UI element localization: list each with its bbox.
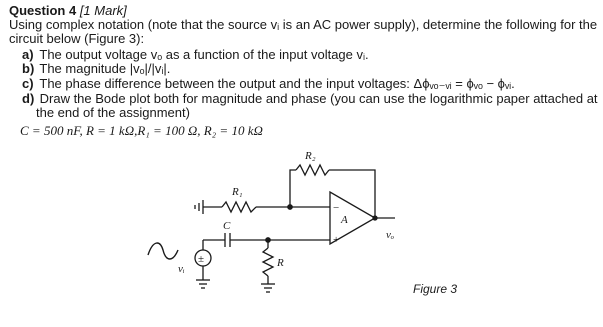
noninverting-label: +: [333, 234, 340, 246]
r2-resistor: [296, 165, 329, 175]
vo-label: vₒ: [386, 229, 395, 241]
output-junction: [373, 216, 377, 220]
question-intro-line1: Using complex notation (note that the source vᵢ is an AC power supply), determine the following for the: [9, 17, 598, 32]
opamp-gain-label: A: [341, 214, 348, 226]
item-a-text: The output voltage vₒ as a function of the input voltage vᵢ.: [39, 47, 369, 62]
vi-label: vᵢ: [178, 263, 185, 275]
r1-resistor: [222, 202, 256, 212]
item-d-label: d): [22, 91, 35, 106]
item-d-text-cont: the end of the assignment): [36, 105, 190, 120]
feedback-wire: [290, 170, 296, 200]
question-intro-line2: circuit below (Figure 3):: [9, 31, 145, 46]
item-b-text: The magnitude |vₒ|/|vᵢ|.: [39, 61, 171, 76]
source-polarity-label: ±: [198, 253, 205, 265]
item-d-text: Draw the Bode plot both for magnitude and phase (you can use the logarithmic paper attached at: [39, 91, 598, 106]
item-c-label: c): [22, 76, 34, 91]
item-c-text: The phase difference between the output and the input voltages: Δϕᵥₒ₋ᵥᵢ = ϕᵥₒ − ϕᵥᵢ.: [39, 76, 515, 91]
inverting-label: −: [333, 202, 340, 214]
r-label: R: [277, 257, 284, 269]
ac-wave-icon: [148, 243, 178, 259]
r-resistor: [263, 248, 273, 276]
figure-caption: Figure 3: [413, 282, 458, 296]
c-label: C: [223, 220, 231, 232]
question-marks: [1 Mark]: [79, 3, 127, 18]
item-b-label: b): [22, 61, 35, 76]
r2-label: R₂: [305, 150, 316, 162]
r1-label: R₁: [232, 186, 243, 198]
component-values: C = 500 nF, R = 1 kΩ,R₁ = 100 Ω, R₂ = 10 kΩ: [20, 123, 263, 138]
item-a-label: a): [22, 47, 34, 62]
question-number: Question 4: [9, 3, 77, 18]
